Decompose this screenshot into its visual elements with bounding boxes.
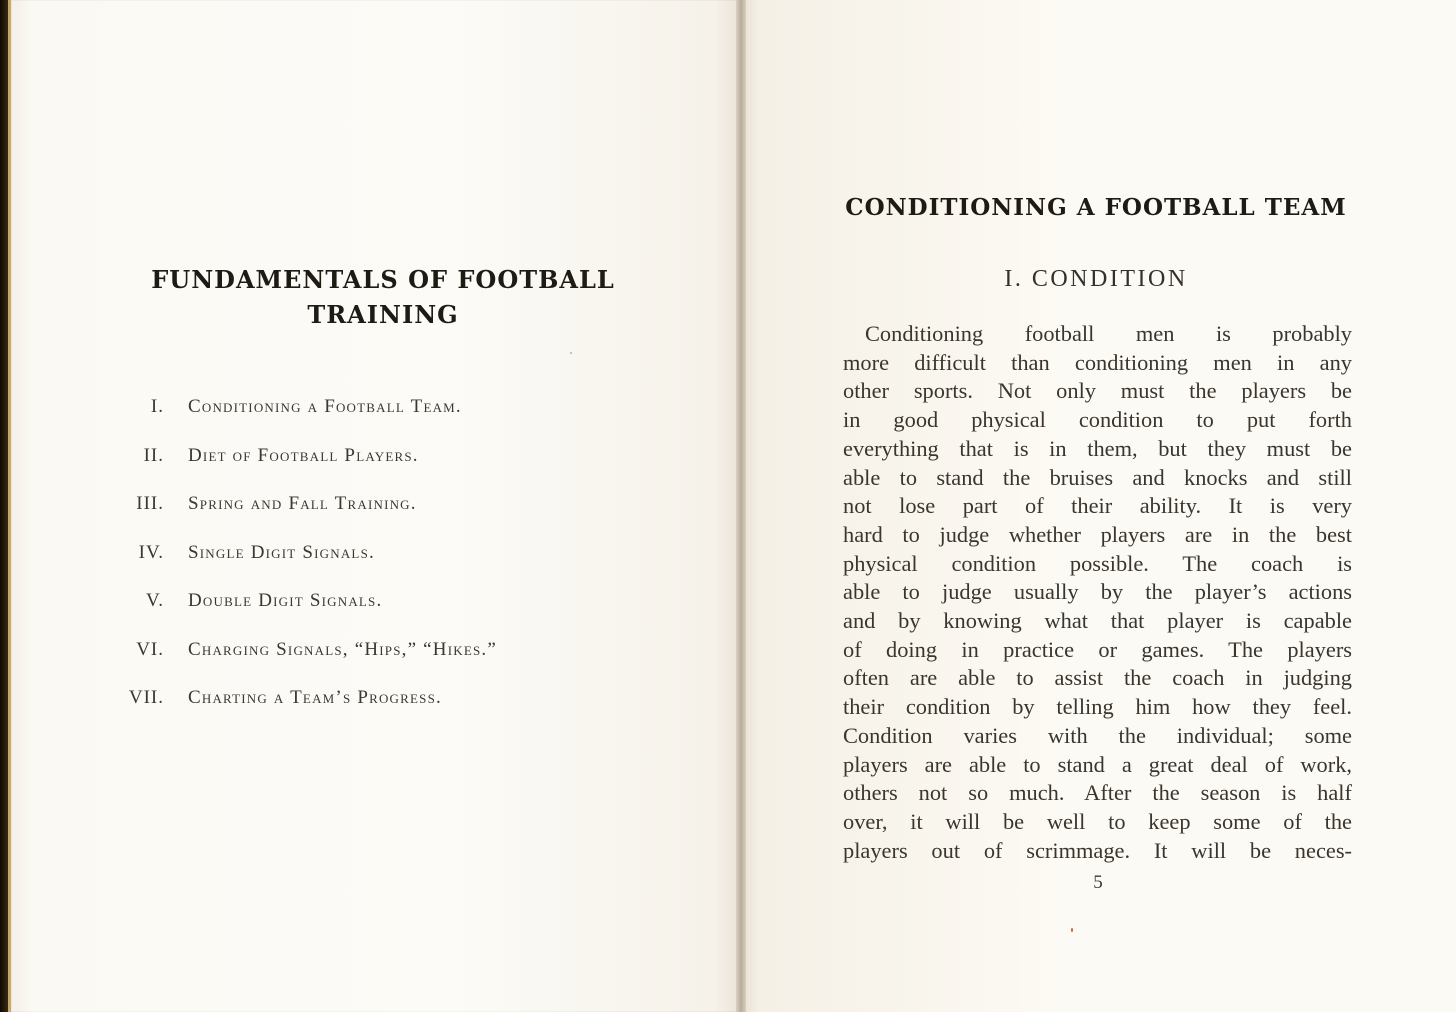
toc-entry [116, 445, 676, 494]
toc-title: Spring and Fall Training. [188, 493, 417, 514]
page-number: 5 [1093, 872, 1103, 893]
section-heading: I. CONDITION [1004, 266, 1188, 292]
book-cover-edge [0, 0, 8, 1012]
toc-numeral: I. [150, 396, 164, 417]
chapter-title: CONDITIONING A FOOTBALL TEAM [845, 194, 1347, 221]
toc-entry [116, 639, 676, 688]
text-line: hard to judge whether players are in the best [843, 521, 1352, 547]
toc-entry [116, 396, 676, 445]
text-line: and by knowing what that player is capable [843, 608, 1352, 634]
toc-title: Single Digit Signals. [188, 541, 375, 563]
text-line: of doing in practice or games. The players [843, 636, 1352, 662]
toc-numeral: VII. [128, 687, 164, 708]
text-line: over, it will be well to keep some of the [843, 808, 1352, 834]
text-line: able to stand the bruises and knocks and still [843, 464, 1352, 490]
book-gutter [736, 0, 746, 1012]
toc-title: Conditioning a Football Team. [188, 396, 462, 417]
book-title-line-2: TRAINING [307, 300, 459, 329]
toc-numeral: IV. [138, 541, 164, 563]
toc-entry [116, 493, 676, 542]
text-line: players out of scrimmage. It will be neces- [843, 837, 1352, 863]
text-line: not lose part of their ability. It is very [843, 493, 1352, 519]
text-line: others not so much. After the season is half [843, 780, 1352, 806]
paper-speck [1071, 928, 1073, 932]
text-line: more difficult than conditioning men in any [843, 349, 1352, 375]
text-line: physical condition possible. The coach is [843, 550, 1352, 576]
text-line: Conditioning football men is probably [865, 321, 1352, 346]
toc-title: Charging Signals, “Hips,” “Hikes.” [188, 638, 497, 660]
book-title [0, 262, 766, 332]
body-paragraph [843, 320, 1352, 865]
toc-title: Charting a Team’s Progress. [188, 687, 442, 708]
text-line: able to judge usually by the player’s actions [843, 579, 1352, 605]
table-of-contents [116, 396, 676, 736]
text-line: often are able to assist the coach in judging [843, 665, 1352, 691]
text-line: in good physical condition to put forth [843, 407, 1352, 433]
paper-speck [570, 352, 572, 354]
toc-entry [116, 687, 676, 736]
text-line: players are able to stand a great deal of work, [843, 751, 1352, 777]
text-line: Condition varies with the individual; some [843, 722, 1352, 748]
toc-title: Double Digit Signals. [188, 590, 383, 611]
toc-numeral: II. [143, 444, 164, 466]
toc-entry [116, 590, 676, 639]
text-line: other sports. Not only must the players be [843, 378, 1352, 404]
toc-title: Diet of Football Players. [188, 444, 419, 466]
toc-numeral: III. [136, 493, 164, 514]
book-title-line-1: FUNDAMENTALS OF FOOTBALL [151, 265, 615, 294]
text-line: their condition by telling him how they feel. [843, 694, 1352, 720]
text-line: everything that is in them, but they must be [843, 435, 1352, 461]
toc-numeral: V. [145, 590, 164, 611]
toc-numeral: VI. [136, 638, 164, 660]
toc-entry [116, 542, 676, 591]
